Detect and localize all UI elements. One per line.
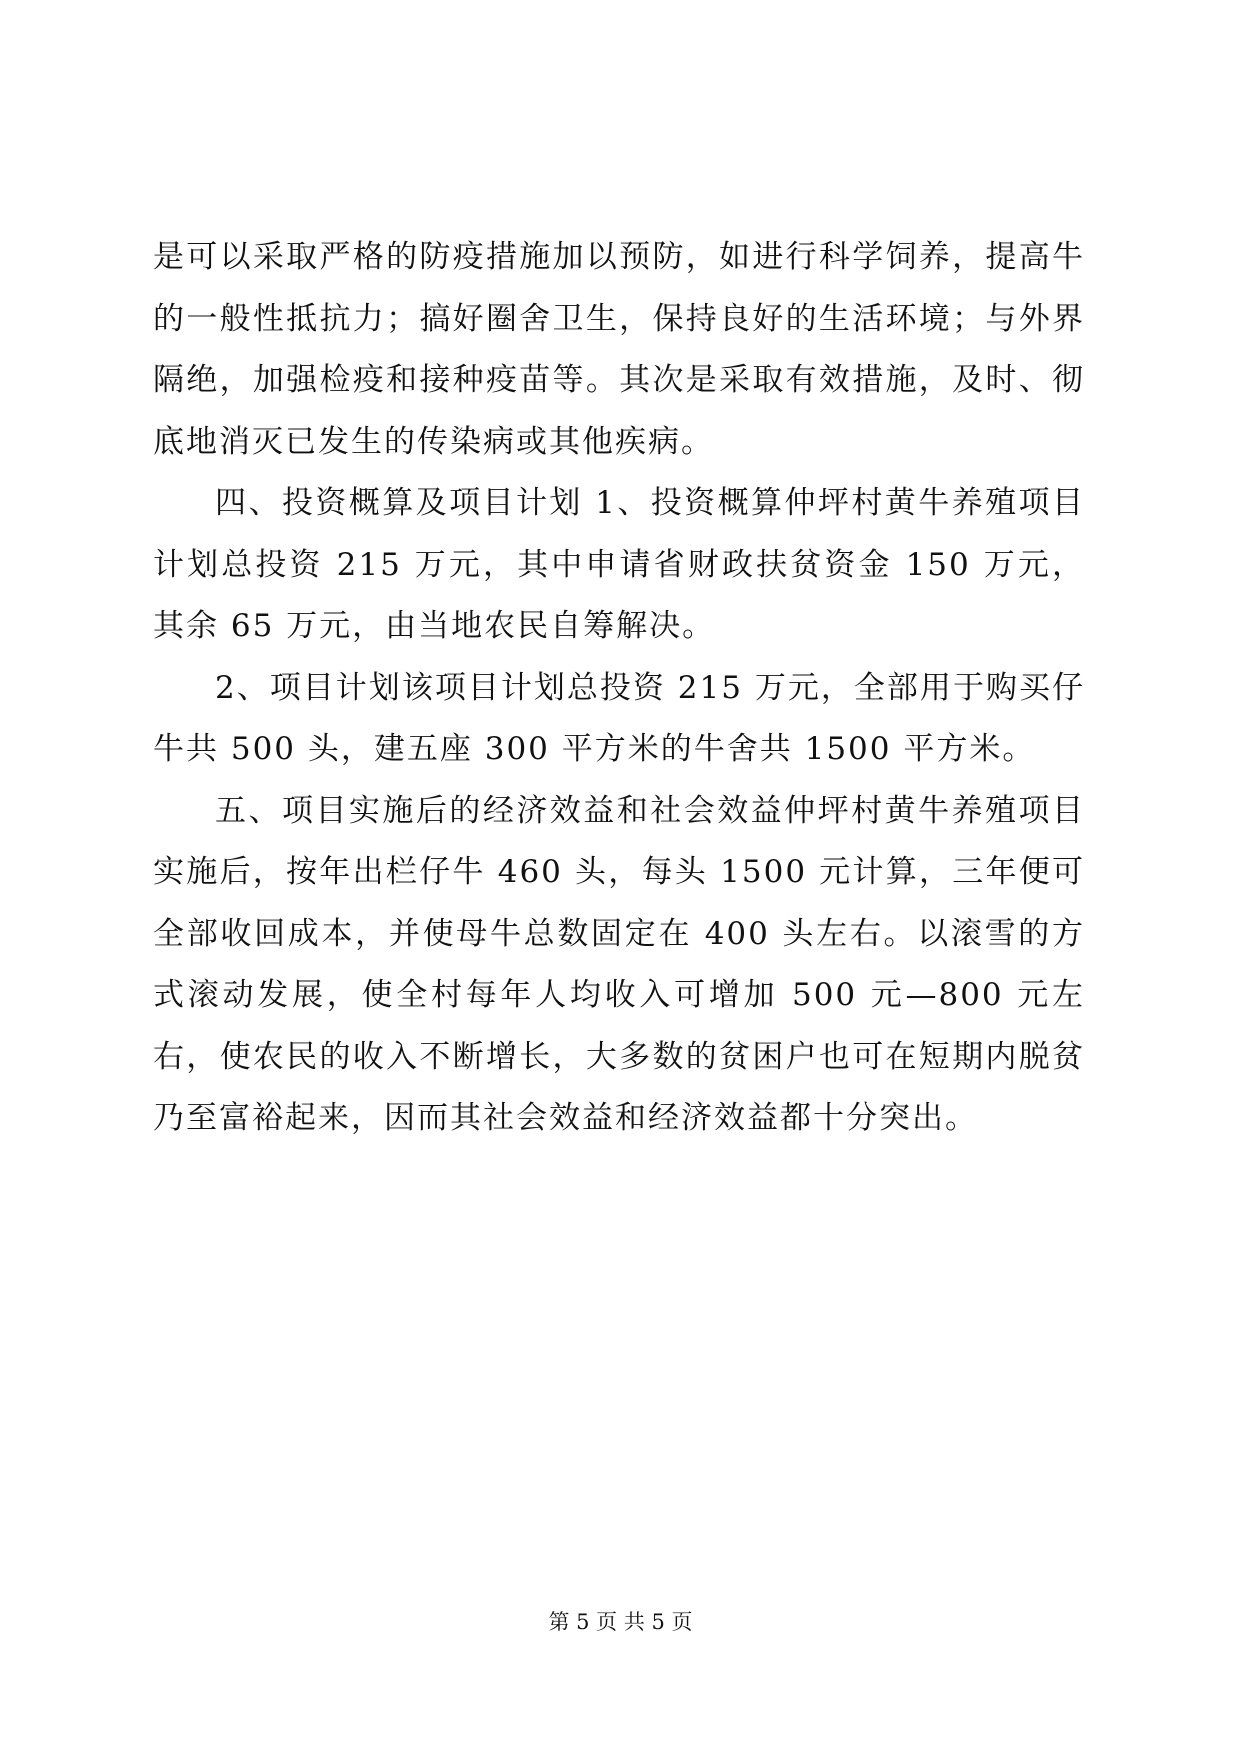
paragraph-4: 五、项目实施后的经济效益和社会效益仲坪村黄牛养殖项目实施后，按年出栏仔牛 460 头，每头 1500 元计算，三年便可全部收回成本，并使母牛总数固定在 400 头左右。以滚雪的方式滚动发展，使全村每年人均收入可增加 500 元—800 元左右，使农民的收入不断增长，大多数的贫困户也可在短期内脱贫乃至富裕起来，因而其社会效益和经济效益都十分突出。 <box>153 792 1085 1136</box>
paragraph-2: 四、投资概算及项目计划 1、投资概算仲坪村黄牛养殖项目计划总投资 215 万元，其中申请省财政扶贫资金 150 万元，其余 65 万元，由当地农民自筹解决。 <box>153 485 1085 644</box>
document-body <box>153 227 1085 1150</box>
paragraph-3: 2、项目计划该项目计划总投资 215 万元，全部用于购买仔牛共 500 头，建五座 300 平方米的牛舍共 1500 平方米。 <box>153 669 1085 767</box>
paragraph-1: 是可以采取严格的防疫措施加以预防，如进行科学饲养，提高牛的一般性抵抗力；搞好圈舍卫生，保持良好的生活环境；与外界隔绝，加强检疫和接种疫苗等。其次是采取有效措施，及时、彻底地消灭已发生的传染病或其他疾病。 <box>153 239 1085 460</box>
page-number-footer: 第 5 页 共 5 页 <box>548 1610 693 1634</box>
